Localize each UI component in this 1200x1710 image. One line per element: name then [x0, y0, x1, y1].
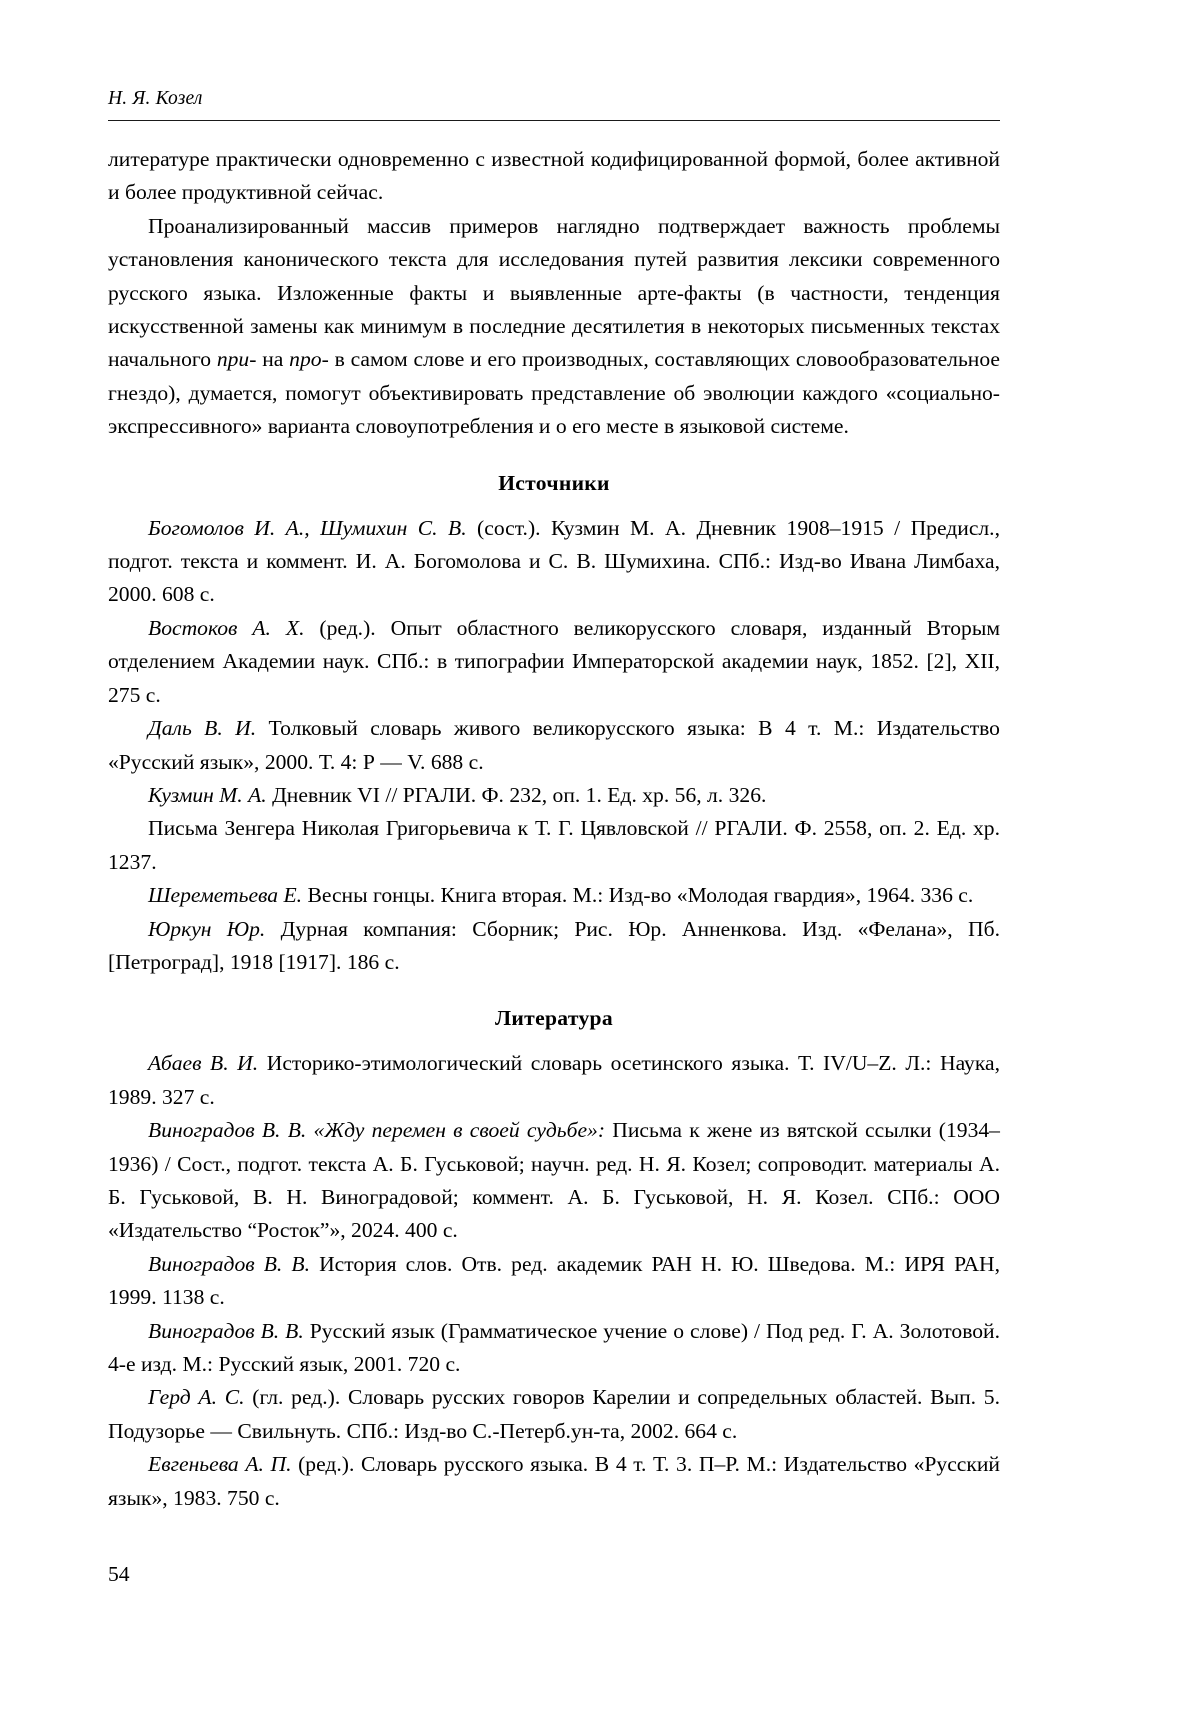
reference-author: Виноградов В. В.: [148, 1118, 307, 1143]
reference-author: Шереметьева Е.: [148, 883, 303, 908]
reference-rest: Толковый словарь живого великорусского языка: В 4 т. М.: Издательство «Русский язык», 2000. Т. 4: Р — V. 688 с.: [108, 716, 1000, 774]
reference-item: [108, 1248, 1000, 1315]
reference-rest: (ред.). Опыт областного великорусского словаря, изданный Вторым отделением Академии наук. СПб.: в типографии Императорской академии наук, 1852. [2], XII, 275 с.: [108, 615, 1000, 707]
reference-author: Богомолов И. А., Шумихин С. В.: [148, 515, 467, 540]
reference-rest: Дневник VI // РГАЛИ. Ф. 232, оп. 1. Ед. хр. 56, л. 326.: [266, 782, 767, 807]
reference-item: [108, 612, 1000, 712]
reference-author: Виноградов В. В.: [148, 1251, 310, 1276]
reference-item: [108, 913, 1000, 980]
reference-author: Евгеньева А. П.: [148, 1452, 292, 1477]
reference-item: [108, 712, 1000, 779]
reference-author: Даль В. И.: [148, 716, 257, 741]
reference-item: [108, 1448, 1000, 1515]
reference-rest: (сост.). Кузмин М. А. Дневник 1908–1915 / Предисл., подгот. текста и коммент. И. А. Богомолова и С. В. Шумихина. СПб.: Изд-во Ивана Лимбаха, 2000. 608 с.: [108, 515, 1000, 607]
reference-author: Герд А. С.: [148, 1385, 245, 1410]
reference-rest: Историко-этимологический словарь осетинского языка. Т. IV/U–Z. Л.: Наука, 1989. 327 с.: [108, 1051, 1000, 1109]
reference-author: Юркун Юр.: [148, 916, 266, 941]
page-content: [108, 88, 1000, 1515]
page-number: 54: [108, 1562, 130, 1586]
reference-item: [108, 1047, 1000, 1114]
reference-rest: (ред.). Словарь русского языка. В 4 т. Т. 3. П–Р. М.: Издательство «Русский язык», 1983. 750 с.: [108, 1452, 1000, 1510]
section-title-literature: Литература: [495, 1006, 613, 1031]
reference-item: [108, 812, 1000, 879]
reference-rest: Письма к жене из вятской ссылки (1934–1936) / Сост., подгот. текста А. Б. Гуськовой; научн. ред. Н. Я. Козел; сопроводит. материалы А. Б. Гуськовой, В. Н. Виноградовой; коммент. А. Б. Гуськовой, Н. Я. Козел. СПб.: ООО «Издательство “Росток”», 2024. 400 с.: [108, 1118, 1000, 1243]
reference-rest: История слов. Отв. ред. академик РАН Н. Ю. Шведова. М.: ИРЯ РАН, 1999. 1138 с.: [108, 1251, 1000, 1310]
reference-item: [108, 1315, 1000, 1382]
reference-rest: Весны гонцы. Книга вторая. М.: Изд-во «Молодая гвардия», 1964. 336 с.: [302, 883, 974, 908]
reference-rest: (гл. ред.). Словарь русских говоров Карелии и сопредельных областей. Вып. 5. Подузорье — Свильнуть. СПб.: Изд-во С.-Петерб.ун-та, 2002. 664 с.: [108, 1385, 1000, 1443]
reference-item: [108, 879, 1000, 912]
conclusion-text-3: в самом слове и его производных, составляющих словообразовательное гнездо), думается, помогут объективировать представление об эволюции каждого «социально-экспрессивного» варианта словоупотребления и о его месте в языковой системе.: [108, 347, 1000, 439]
reference-author: Виноградов В. В.: [148, 1318, 304, 1343]
header-rule: [108, 120, 1000, 121]
reference-item: [108, 1114, 1000, 1248]
reference-title-italic: «Жду перемен в своей судьбе»:: [306, 1118, 606, 1143]
conclusion-italic-pro: про-: [289, 347, 329, 372]
reference-author: Кузмин М. А.: [148, 782, 267, 807]
reference-item: [108, 1381, 1000, 1448]
reference-rest: Письма Зенгера Николая Григорьевича к Т. Г. Цявловской // РГАЛИ. Ф. 2558, оп. 2. Ед. хр. 1237.: [108, 816, 1000, 874]
conclusion-text-2: на: [256, 347, 290, 372]
paragraph-continued: литературе практически одновременно с известной кодифицированной формой, более активной и более продуктивной сейчас.: [108, 147, 1000, 205]
conclusion-italic-pri: при-: [216, 347, 257, 372]
reference-author: Абаев В. И.: [148, 1051, 259, 1076]
reference-item: [108, 512, 1000, 612]
reference-rest: Русский язык (Грамматическое учение о слове) / Под ред. Г. А. Золотовой. 4-е изд. М.: Русский язык, 2001. 720 с.: [108, 1318, 1000, 1376]
conclusion-text-1: Проанализированный массив примеров наглядно подтверждает важность проблемы установления канонического текста для исследования путей развития лексики современного русского языка. Изложенные факты и выявленные арте-факты (в частности, тенденция искусственной замены как минимум в последние десятилетия в некоторых письменных текстах начального: [108, 213, 1000, 372]
reference-item: [108, 779, 1000, 812]
running-head: Н. Я. Козел: [108, 88, 203, 109]
section-title-sources: Источники: [498, 470, 610, 495]
paragraph-conclusion: [108, 210, 1000, 444]
reference-rest: Дурная компания: Сборник; Рис. Юр. Анненкова. Изд. «Фелана», Пб. [Петроград], 1918 [1917]. 186 с.: [108, 916, 1000, 974]
reference-author: Востоков А. Х.: [148, 615, 305, 640]
